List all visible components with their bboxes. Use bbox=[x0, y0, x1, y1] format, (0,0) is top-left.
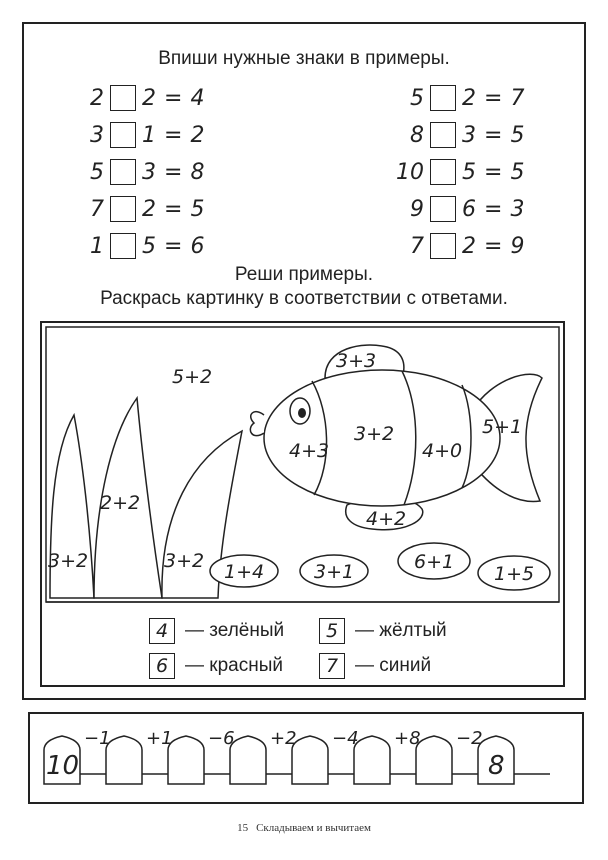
equation-row bbox=[396, 157, 524, 187]
equals-sign: = bbox=[164, 196, 183, 222]
result: 5 bbox=[510, 122, 525, 148]
legend-number: 7 bbox=[319, 653, 345, 679]
legend-dash: — bbox=[185, 620, 204, 641]
chain-operation: +2 bbox=[270, 728, 297, 749]
leaf-middle-label: 2+2 bbox=[100, 492, 141, 514]
operand-b: 2 bbox=[142, 196, 156, 222]
legend-number: 4 bbox=[149, 618, 175, 644]
equation-row bbox=[396, 231, 524, 261]
legend-item-green bbox=[149, 616, 284, 646]
sign-input-box[interactable] bbox=[110, 122, 136, 148]
legend-color: зелёный bbox=[209, 620, 285, 641]
legend-number: 5 bbox=[319, 618, 345, 644]
chain-box-blank[interactable] bbox=[168, 736, 204, 784]
operand-a: 7 bbox=[90, 196, 104, 222]
legend-color: красный bbox=[209, 655, 283, 676]
operand-b: 5 bbox=[142, 233, 156, 259]
result: 8 bbox=[190, 159, 205, 185]
equation-row bbox=[396, 120, 524, 150]
chain-operation: −4 bbox=[332, 728, 359, 749]
sign-input-box[interactable] bbox=[110, 196, 136, 222]
operand-b: 2 bbox=[462, 85, 476, 111]
fish-head-label: 4+3 bbox=[289, 440, 330, 462]
result: 3 bbox=[510, 196, 525, 222]
chain-start-number: 10 bbox=[46, 751, 80, 781]
page-footer bbox=[0, 822, 608, 834]
fin-bottom-label: 4+2 bbox=[366, 508, 407, 530]
operand-a: 5 bbox=[410, 85, 424, 111]
legend-dash: — bbox=[185, 655, 204, 676]
equals-sign: = bbox=[164, 159, 183, 185]
pebble-2-label: 3+1 bbox=[314, 561, 355, 583]
result: 5 bbox=[190, 196, 205, 222]
chain-operation: −1 bbox=[84, 728, 111, 749]
leaf-right-label: 3+2 bbox=[164, 550, 205, 572]
fish-back-label: 4+0 bbox=[422, 440, 463, 462]
pebble-3-label: 6+1 bbox=[414, 551, 455, 573]
legend-number: 6 bbox=[149, 653, 175, 679]
equals-sign: = bbox=[164, 122, 183, 148]
pebble-4-label: 1+5 bbox=[494, 563, 535, 585]
equation-row bbox=[84, 194, 204, 224]
equation-row bbox=[84, 120, 204, 150]
equals-sign: = bbox=[484, 85, 503, 111]
operand-a: 8 bbox=[410, 122, 424, 148]
coloring-picture bbox=[40, 321, 565, 687]
operand-b: 2 bbox=[462, 233, 476, 259]
fin-top-label: 3+3 bbox=[336, 350, 377, 372]
sign-input-box[interactable] bbox=[430, 159, 456, 185]
equation-row bbox=[84, 157, 204, 187]
legend-color: синий bbox=[379, 655, 432, 676]
page-number: 15 bbox=[237, 822, 249, 834]
legend-item-red bbox=[149, 651, 283, 681]
sign-input-box[interactable] bbox=[430, 85, 456, 111]
result: 4 bbox=[190, 85, 205, 111]
equals-sign: = bbox=[484, 159, 503, 185]
equation-row bbox=[84, 83, 204, 113]
operand-b: 5 bbox=[462, 159, 476, 185]
sky-label: 5+2 bbox=[172, 366, 213, 388]
operand-b: 1 bbox=[142, 122, 156, 148]
fish-tail-label: 5+1 bbox=[482, 416, 523, 438]
chain-drawing bbox=[30, 714, 582, 802]
equation-row bbox=[396, 83, 524, 113]
legend-item-blue bbox=[319, 651, 431, 681]
chain-operation: −6 bbox=[208, 728, 235, 749]
result: 9 bbox=[510, 233, 525, 259]
result: 7 bbox=[510, 85, 525, 111]
chain-operation: +8 bbox=[394, 728, 421, 749]
section-title: Складываем и вычитаем bbox=[256, 822, 371, 834]
equals-sign: = bbox=[164, 85, 183, 111]
operand-a: 9 bbox=[410, 196, 424, 222]
operand-a: 10 bbox=[396, 159, 424, 185]
chain-box-blank[interactable] bbox=[292, 736, 328, 784]
equals-sign: = bbox=[484, 233, 503, 259]
pebble-1-label: 1+4 bbox=[224, 561, 265, 583]
operand-b: 2 bbox=[142, 85, 156, 111]
sign-input-box[interactable] bbox=[430, 233, 456, 259]
task2-subtitle: Раскрась картинку в соответствии с ответами. bbox=[100, 288, 508, 309]
chain-box-blank[interactable] bbox=[106, 736, 142, 784]
chain-box-blank[interactable] bbox=[416, 736, 452, 784]
chain-box-blank[interactable] bbox=[230, 736, 266, 784]
task2-title: Реши примеры. bbox=[234, 264, 374, 285]
operand-a: 1 bbox=[90, 233, 104, 259]
legend-dash: — bbox=[355, 620, 374, 641]
number-chain bbox=[28, 712, 584, 804]
sign-input-box[interactable] bbox=[110, 159, 136, 185]
result: 6 bbox=[190, 233, 205, 259]
chain-box-blank[interactable] bbox=[354, 736, 390, 784]
sign-input-box[interactable] bbox=[430, 196, 456, 222]
operand-b: 3 bbox=[142, 159, 156, 185]
fish-middle-label: 3+2 bbox=[354, 423, 395, 445]
operand-a: 7 bbox=[410, 233, 424, 259]
legend-dash: — bbox=[355, 655, 374, 676]
legend-item-yellow bbox=[319, 616, 447, 646]
chain-operation: −2 bbox=[456, 728, 483, 749]
chain-operation: +1 bbox=[146, 728, 173, 749]
sign-input-box[interactable] bbox=[430, 122, 456, 148]
equation-row bbox=[396, 194, 524, 224]
leaf-left-label: 3+2 bbox=[48, 550, 89, 572]
result: 2 bbox=[190, 122, 205, 148]
sign-input-box[interactable] bbox=[110, 233, 136, 259]
equals-sign: = bbox=[484, 122, 503, 148]
result: 5 bbox=[510, 159, 525, 185]
operand-a: 3 bbox=[90, 122, 104, 148]
equation-row bbox=[84, 231, 204, 261]
equals-sign: = bbox=[484, 196, 503, 222]
sign-input-box[interactable] bbox=[110, 85, 136, 111]
operand-b: 3 bbox=[462, 122, 476, 148]
operand-a: 5 bbox=[90, 159, 104, 185]
chain-end-number: 8 bbox=[488, 751, 505, 781]
task1-title: Впиши нужные знаки в примеры. bbox=[158, 48, 450, 69]
equals-sign: = bbox=[164, 233, 183, 259]
operand-b: 6 bbox=[462, 196, 476, 222]
operand-a: 2 bbox=[90, 85, 104, 111]
coloring-drawing bbox=[42, 323, 563, 685]
legend-color: жёлтый bbox=[379, 620, 447, 641]
